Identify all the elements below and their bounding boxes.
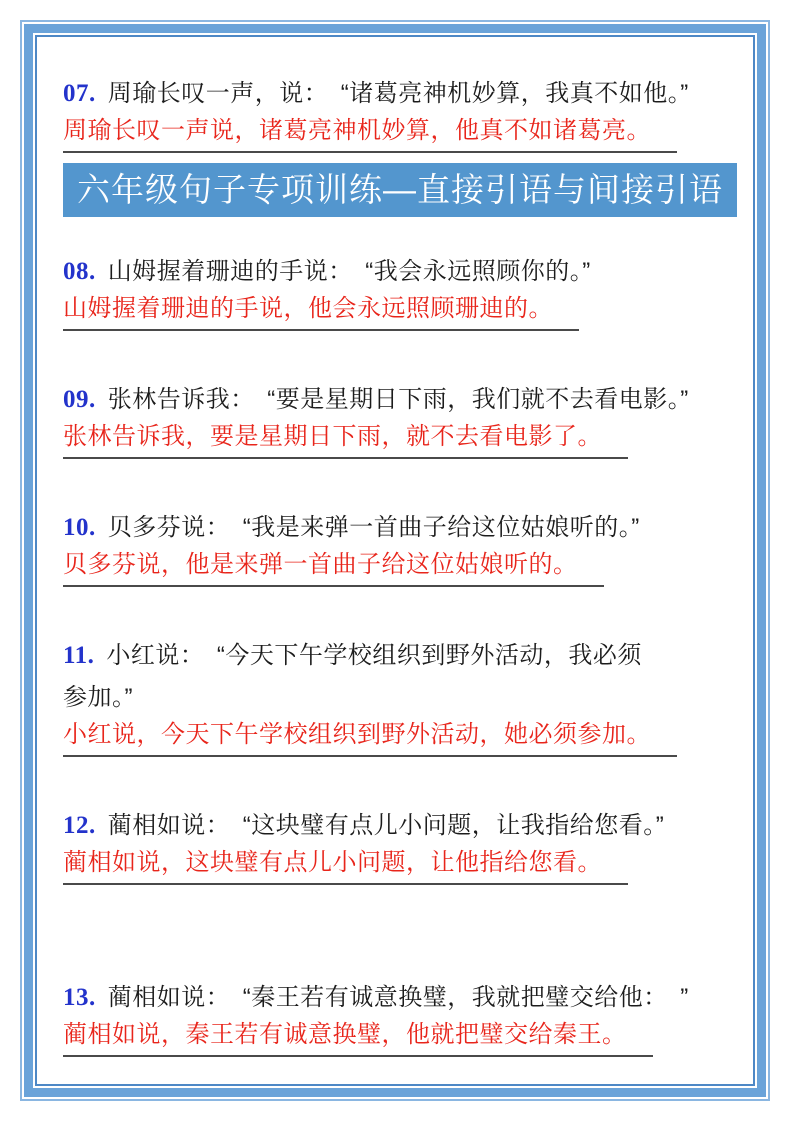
answer-text: 贝多芬说，他是来弹一首曲子给这位姑娘听的。	[63, 549, 604, 587]
question-sentence: 张林告诉我： “要是星期日下雨，我们就不去看电影。”	[107, 386, 689, 413]
question-text	[63, 379, 729, 421]
question-text	[63, 977, 729, 1019]
question-sentence: 小红说： “今天下午学校组织到野外活动，我必须参加。”	[63, 642, 642, 711]
exercise-item-07	[63, 73, 729, 153]
question-text	[63, 805, 729, 847]
item-number: 08.	[63, 258, 96, 285]
question-sentence: 贝多芬说： “我是来弹一首曲子给这位姑娘听的。”	[107, 514, 640, 541]
exercise-item-13	[63, 977, 729, 1057]
answer-text: 蔺相如说，秦王若有诚意换璧，他就把璧交给秦王。	[63, 1019, 653, 1057]
exercise-item-10	[63, 507, 729, 587]
exercise-item-12	[63, 805, 729, 885]
question-sentence: 山姆握着珊迪的手说： “我会永远照顾你的。”	[107, 258, 591, 285]
question-text	[63, 635, 663, 719]
question-text	[63, 251, 729, 293]
question-sentence: 蔺相如说： “秦王若有诚意换璧，我就把璧交给他： ”	[107, 984, 689, 1011]
question-sentence: 蔺相如说： “这块璧有点儿小问题，让我指给您看。”	[107, 812, 665, 839]
item-number: 12.	[63, 812, 96, 839]
item-number: 11.	[63, 642, 95, 669]
exercise-item-09	[63, 379, 729, 459]
exercise-item-11	[63, 635, 729, 757]
worksheet-content	[37, 37, 753, 1057]
question-sentence: 周瑜长叹一声，说： “诸葛亮神机妙算，我真不如他。”	[107, 80, 689, 107]
answer-text: 山姆握着珊迪的手说，他会永远照顾珊迪的。	[63, 293, 579, 331]
answer-text: 周瑜长叹一声说，诸葛亮神机妙算，他真不如诸葛亮。	[63, 115, 677, 153]
decorative-frame	[20, 20, 770, 1101]
item-number: 07.	[63, 80, 96, 107]
title-banner: 六年级句子专项训练—直接引语与间接引语	[63, 163, 737, 217]
item-number: 09.	[63, 386, 96, 413]
answer-text: 张林告诉我，要是星期日下雨，就不去看电影了。	[63, 421, 628, 459]
item-number: 13.	[63, 984, 96, 1011]
exercise-item-08	[63, 251, 729, 331]
answer-text: 蔺相如说，这块璧有点儿小问题，让他指给您看。	[63, 847, 628, 885]
item-number: 10.	[63, 514, 96, 541]
question-text	[63, 507, 729, 549]
question-text	[63, 73, 729, 115]
answer-text: 小红说，今天下午学校组织到野外活动，她必须参加。	[63, 719, 677, 757]
